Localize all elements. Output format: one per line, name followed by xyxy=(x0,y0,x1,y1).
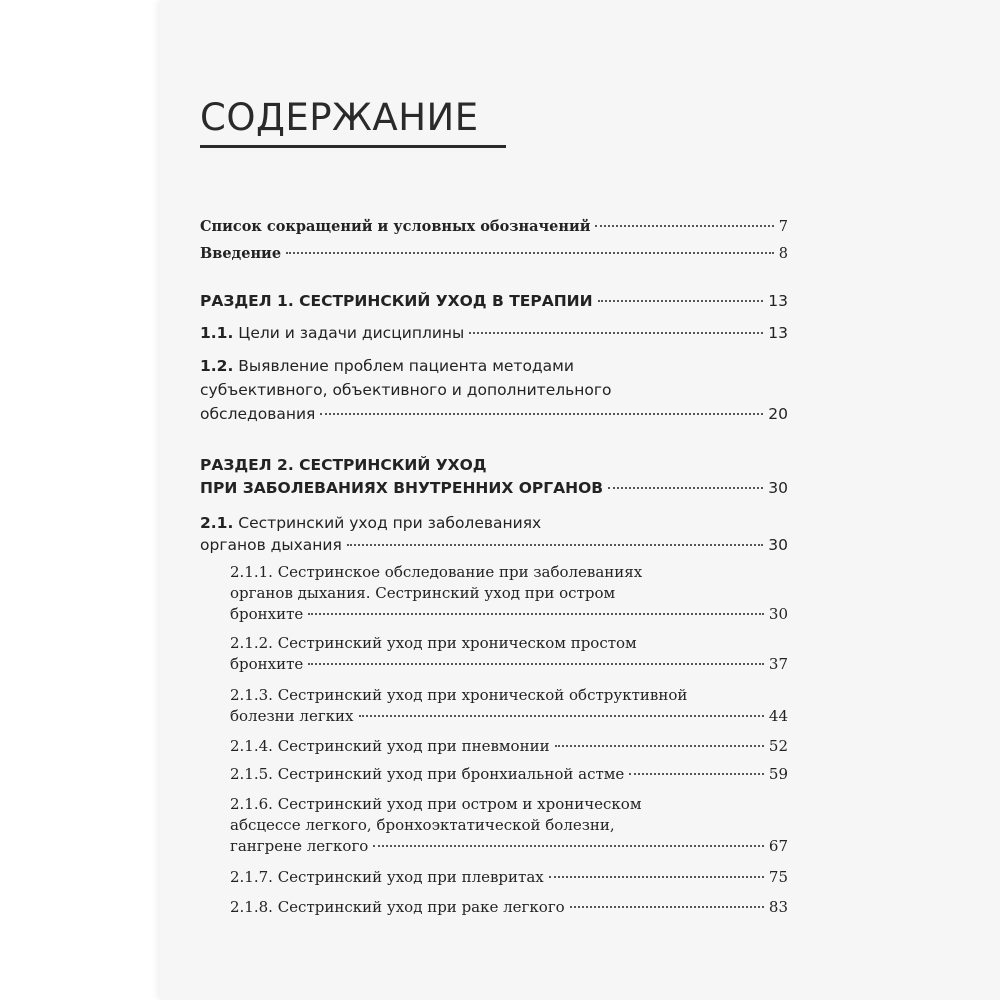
entry-number: 1.1. xyxy=(200,324,234,342)
toc-entry-2-1-6-line3 xyxy=(230,837,788,855)
entry-title: Сестринский уход при заболеваниях xyxy=(233,514,542,532)
leader-dots xyxy=(570,906,764,908)
toc-page-number: 30 xyxy=(768,479,788,497)
entry-title: Цели и задачи дисциплины xyxy=(233,324,465,342)
toc-entry-text: гангрене легкого xyxy=(230,837,369,855)
leader-dots xyxy=(629,773,764,775)
entry-number: 1.2. xyxy=(200,357,234,375)
leader-dots xyxy=(308,663,764,665)
entry-title: Выявление проблем пациента методами xyxy=(233,357,574,375)
toc-entry-text: 2.1.5. Сестринский уход при бронхиальной астме xyxy=(230,765,625,783)
toc-entry-2-1-line1 xyxy=(200,514,541,532)
toc-entry-2-1-1-line3 xyxy=(230,605,788,623)
toc-page-number: 7 xyxy=(778,219,788,235)
toc-entry-text: Введение xyxy=(200,245,282,262)
toc-page-number: 67 xyxy=(768,837,788,855)
toc-page-number: 75 xyxy=(768,868,788,886)
page-title: СОДЕРЖАНИЕ xyxy=(200,96,479,139)
toc-entry-text: обследования xyxy=(200,405,316,423)
toc-page-number: 13 xyxy=(768,292,788,310)
leader-dots xyxy=(373,845,764,847)
toc-entry-2-1-line2 xyxy=(200,536,788,554)
toc-page-number: 83 xyxy=(768,898,788,916)
toc-entry-2-1-8 xyxy=(230,898,788,916)
toc-entry-text: органов дыхания xyxy=(200,536,342,554)
toc-page-number: 20 xyxy=(768,405,788,423)
toc-entry-2-1-2-line1: 2.1.2. Сестринский уход при хроническом простом xyxy=(230,634,637,652)
toc-page-number: 37 xyxy=(768,655,788,673)
leader-dots xyxy=(469,332,763,334)
toc-entry-2-1-3-line1: 2.1.3. Сестринский уход при хронической обструктивной xyxy=(230,686,688,704)
toc-entry-text: бронхите xyxy=(230,605,304,623)
toc-entry-2-1-5 xyxy=(230,765,788,783)
toc-entry-2-1-3-line2 xyxy=(230,707,788,725)
toc-section-2-line2 xyxy=(200,479,788,497)
toc-entry-1-2-line3 xyxy=(200,405,788,423)
toc-section-2-line1: РАЗДЕЛ 2. СЕСТРИНСКИЙ УХОД xyxy=(200,456,487,474)
leader-dots xyxy=(598,300,764,302)
toc-entry-text: ПРИ ЗАБОЛЕВАНИЯХ ВНУТРЕННИХ ОРГАНОВ xyxy=(200,479,604,497)
toc-page-number: 59 xyxy=(768,765,788,783)
toc-entry-abbreviations xyxy=(200,218,788,235)
leader-dots xyxy=(359,715,764,717)
toc-entry-text: болезни легких xyxy=(230,707,354,725)
entry-number: 2.1. xyxy=(200,514,234,532)
toc-entry-text xyxy=(200,324,464,342)
toc-entry-text: 2.1.4. Сестринский уход при пневмонии xyxy=(230,737,550,755)
toc-entry-2-1-1-line1: 2.1.1. Сестринское обследование при заболеваниях xyxy=(230,563,643,581)
toc-entry-2-1-4 xyxy=(230,737,788,755)
toc-entry-2-1-6-line1: 2.1.6. Сестринский уход при остром и хроническом xyxy=(230,795,642,813)
leader-dots xyxy=(608,487,763,489)
toc-entry-text: РАЗДЕЛ 1. СЕСТРИНСКИЙ УХОД В ТЕРАПИИ xyxy=(200,292,593,310)
toc-page-number: 8 xyxy=(778,246,788,262)
toc-entry-2-1-6-line2: абсцессе легкого, бронхоэктатической болезни, xyxy=(230,816,615,834)
toc-entry-2-1-2-line2 xyxy=(230,655,788,673)
toc-page-number: 30 xyxy=(768,605,788,623)
title-underline xyxy=(200,145,506,148)
toc-entry-introduction xyxy=(200,245,788,262)
leader-dots xyxy=(308,613,764,615)
toc-entry-1-1 xyxy=(200,324,788,342)
toc-entry-text: 2.1.8. Сестринский уход при раке легкого xyxy=(230,898,565,916)
toc-entry-text: 2.1.7. Сестринский уход при плевритах xyxy=(230,868,544,886)
toc-page-number: 52 xyxy=(768,737,788,755)
toc-page-number: 44 xyxy=(768,707,788,725)
toc-entry-1-2-line2: субъективного, объективного и дополнительного xyxy=(200,381,612,399)
toc-section-1 xyxy=(200,292,788,310)
leader-dots xyxy=(595,225,773,227)
toc-page-number: 30 xyxy=(768,536,788,554)
toc-page-number: 13 xyxy=(768,324,788,342)
leader-dots xyxy=(555,745,764,747)
toc-entry-text: Список сокращений и условных обозначений xyxy=(200,218,591,235)
leader-dots xyxy=(286,252,774,254)
toc-entry-1-2-line1 xyxy=(200,357,574,375)
toc-entry-2-1-7 xyxy=(230,868,788,886)
leader-dots xyxy=(549,876,764,878)
leader-dots xyxy=(347,544,763,546)
toc-entry-2-1-1-line2: органов дыхания. Сестринский уход при остром xyxy=(230,584,616,602)
leader-dots xyxy=(320,413,763,415)
toc-entry-text: бронхите xyxy=(230,655,304,673)
